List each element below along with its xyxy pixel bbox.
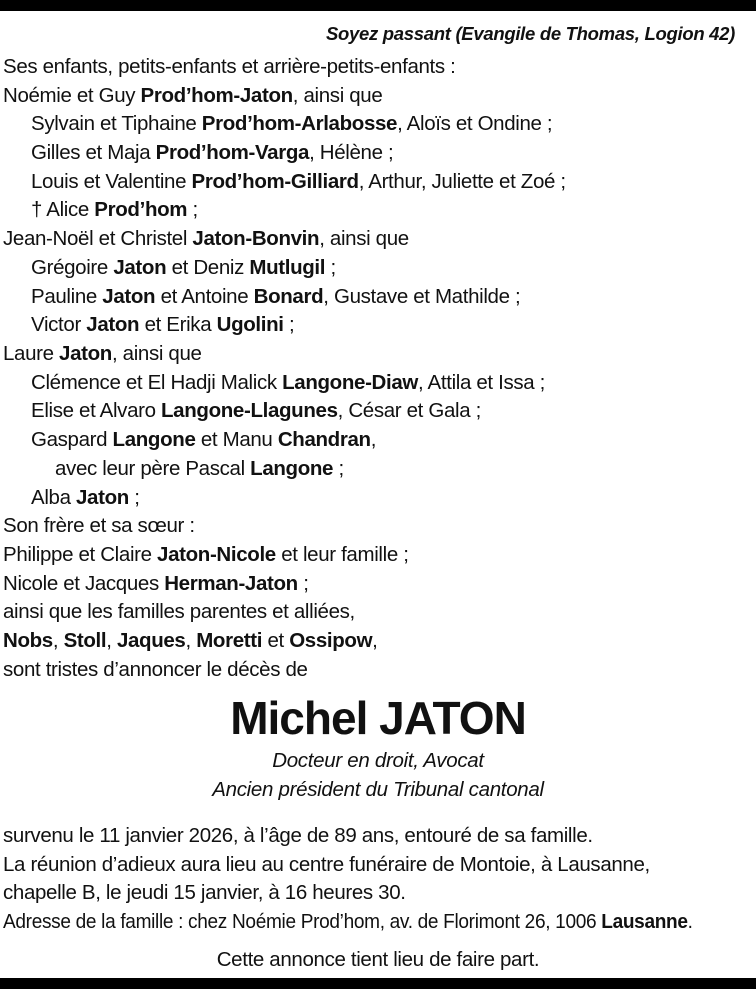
text-segment: , <box>370 428 377 452</box>
family-name-bold: Prod’hom-Varga <box>155 141 310 165</box>
text-segment: et Erika <box>139 313 217 337</box>
family-name-bold: Jaques <box>116 629 186 653</box>
family-line <box>3 53 753 82</box>
family-line <box>3 311 753 340</box>
text-segment: chapelle B, le jeudi 15 janvier, à 16 heures 30. <box>3 881 406 905</box>
family-line <box>3 512 753 541</box>
family-line <box>3 570 753 599</box>
text-segment: , Gustave et Mathilde ; <box>323 284 521 308</box>
text-segment: avec leur père Pascal <box>55 456 251 480</box>
family-name-bold: Langone <box>112 428 196 452</box>
text-segment: , ainsi que <box>292 83 383 107</box>
text-segment: ; <box>187 198 198 222</box>
family-line <box>3 656 753 685</box>
text-segment: ; <box>283 313 295 337</box>
text-segment: et Deniz <box>166 255 250 279</box>
text-segment: Gilles et Maja <box>31 141 156 165</box>
family-name-bold: Herman-Jaton <box>164 571 298 595</box>
text-segment: Louis et Valentine <box>31 169 192 193</box>
family-name-bold: Ossipow <box>289 629 373 653</box>
family-name-bold: Jaton <box>113 255 167 279</box>
family-name-bold: Ugolini <box>216 313 284 337</box>
text-segment: , César et Gala ; <box>337 399 481 423</box>
family-name-bold: Jaton <box>59 342 112 365</box>
family-line <box>3 168 753 197</box>
text-segment: Pauline <box>31 284 103 308</box>
family-line <box>3 139 753 168</box>
family-line <box>3 369 753 398</box>
family-name-bold: Langone-Llagunes <box>161 399 338 423</box>
family-line <box>3 426 753 455</box>
text-segment: , Hélène ; <box>309 141 394 165</box>
family-line <box>3 484 753 513</box>
detail-line <box>3 879 753 908</box>
family-line <box>3 283 753 312</box>
family-name-bold: Jaton <box>86 313 140 337</box>
text-segment: , <box>52 629 64 653</box>
family-line <box>3 82 753 111</box>
family-name-bold: Mutlugil <box>249 255 326 279</box>
text-segment: † Alice <box>31 198 95 222</box>
text-segment: . <box>687 909 693 933</box>
family-line <box>3 598 753 627</box>
funeral-details <box>3 822 753 937</box>
text-segment: ainsi que les familles parentes et alliées, <box>3 600 355 624</box>
family-line <box>3 225 753 254</box>
family-list <box>3 53 753 684</box>
text-segment: , <box>106 629 117 653</box>
text-segment: Victor <box>31 313 87 337</box>
family-name-bold: Nobs <box>3 629 53 653</box>
family-name-bold: Langone <box>250 456 334 480</box>
text-segment: Laure <box>3 342 60 365</box>
family-name-bold: Jaton <box>102 284 156 308</box>
text-segment: Alba <box>31 485 76 509</box>
text-segment: sont tristes d’annoncer le décès de <box>3 657 308 681</box>
text-segment: et <box>262 629 290 653</box>
text-segment: Gaspard <box>31 428 113 452</box>
text-segment: , ainsi que <box>319 227 409 251</box>
text-segment: , ainsi que <box>111 342 202 365</box>
text-segment: Sylvain et Tiphaine <box>31 112 202 136</box>
deceased-subtitle: Docteur en droit, Avocat <box>272 749 484 773</box>
text-segment: Noémie et Guy <box>3 83 141 107</box>
top-border-bar <box>0 0 756 11</box>
text-segment: , Arthur, Juliette et Zoé ; <box>358 169 566 193</box>
text-segment: ; <box>333 456 344 480</box>
family-name-bold: Chandran <box>277 428 371 452</box>
family-name-bold: Prod’hom-Gilliard <box>191 169 359 193</box>
text-segment: , Attila et Issa ; <box>418 370 546 394</box>
detail-line <box>3 822 753 851</box>
text-segment: Elise et Alvaro <box>31 399 161 423</box>
family-name-bold: Langone-Diaw <box>282 370 418 394</box>
text-segment: Jean-Noël et Christel <box>3 227 193 251</box>
text-segment: Clémence et El Hadji Malick <box>31 370 283 394</box>
deceased-name: Michel JATON <box>230 692 526 745</box>
family-line <box>3 627 753 656</box>
family-line <box>3 455 753 484</box>
text-segment: , <box>372 629 378 653</box>
text-segment: , Aloïs et Ondine ; <box>397 112 553 136</box>
deceased-subtitle: Ancien président du Tribunal cantonal <box>212 778 544 802</box>
text-segment: ; <box>128 485 140 509</box>
family-name-bold: Stoll <box>63 629 107 653</box>
family-line <box>3 110 753 139</box>
text-segment: Son frère et sa sœur : <box>3 514 195 538</box>
text-segment: Nicole et Jacques <box>3 571 165 595</box>
family-line <box>3 340 753 369</box>
family-name-bold: Jaton-Nicole <box>157 542 276 566</box>
family-name-bold: Moretti <box>196 629 263 653</box>
family-name-bold: Jaton <box>75 485 129 509</box>
text-segment: et Antoine <box>155 284 254 308</box>
family-name-bold: Lausanne <box>601 909 688 933</box>
text-segment: La réunion d’adieux aura lieu au centre funéraire de Montoie, à Lausanne, <box>3 852 650 876</box>
notice-content <box>0 11 756 978</box>
family-line <box>3 541 753 570</box>
text-segment: Adresse de la famille : chez Noémie Prod’hom, av. de Florimont 26, 1006 <box>3 909 602 933</box>
deceased-subtitles <box>3 747 753 804</box>
family-line <box>3 254 753 283</box>
family-name-bold: Prod’hom <box>94 198 188 222</box>
family-name-bold: Bonard <box>253 284 324 308</box>
detail-line <box>3 908 701 937</box>
text-segment: Grégoire <box>31 255 114 279</box>
text-segment: , <box>185 629 197 653</box>
epigraph-quote: Soyez passant (Evangile de Thomas, Logion 42) <box>325 23 735 44</box>
text-segment: ; <box>297 571 309 595</box>
family-line <box>3 397 753 426</box>
family-name-bold: Jaton-Bonvin <box>192 227 320 251</box>
bottom-border-bar <box>0 978 756 989</box>
family-name-bold: Prod’hom-Arlabosse <box>201 112 398 136</box>
family-name-bold: Prod’hom-Jaton <box>140 83 293 107</box>
detail-line <box>3 851 753 880</box>
family-line <box>3 196 753 225</box>
text-segment: ; <box>325 255 336 279</box>
closing-note: Cette annonce tient lieu de faire part. <box>216 947 540 971</box>
text-segment: Ses enfants, petits-enfants et arrière-petits-enfants : <box>3 54 456 78</box>
text-segment: Philippe et Claire <box>3 542 158 566</box>
text-segment: survenu le 11 janvier 2026, à l’âge de 89 ans, entouré de sa famille. <box>3 823 593 847</box>
text-segment: et Manu <box>195 428 278 452</box>
text-segment: et leur famille ; <box>275 542 409 566</box>
